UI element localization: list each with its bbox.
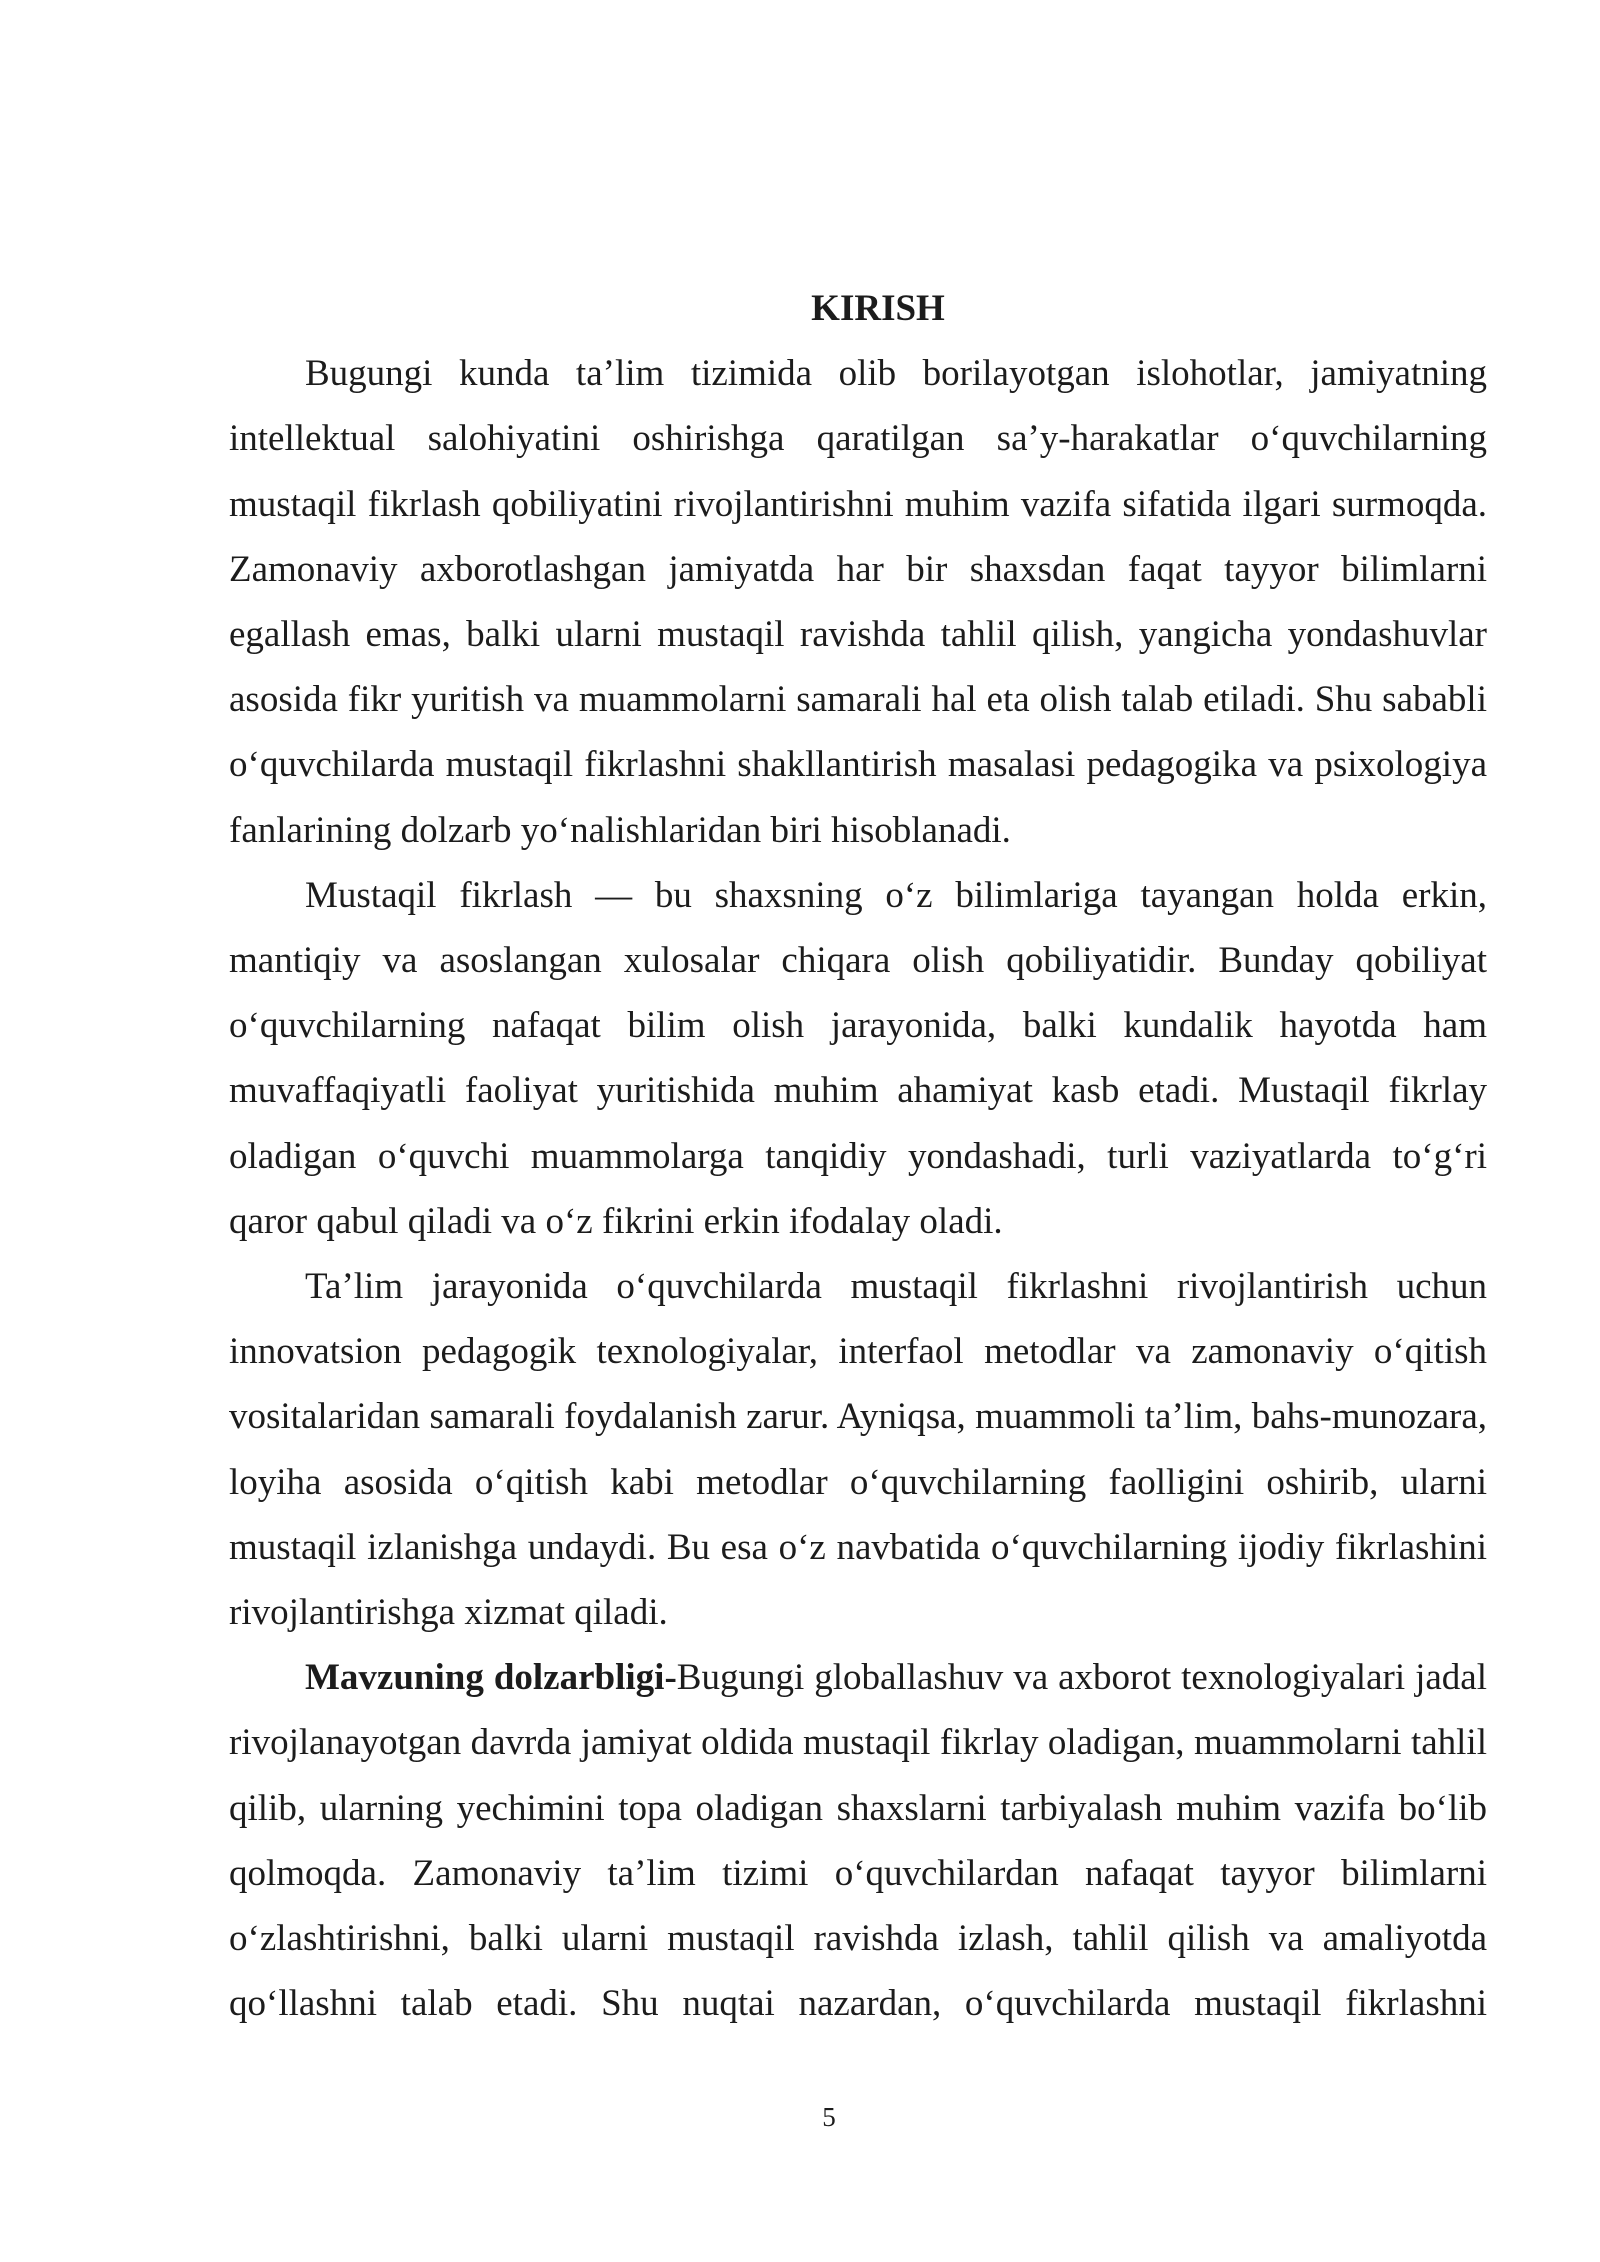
page-number: 5 (822, 2102, 836, 2132)
paragraph-4-text: Bugungi globallashuv va axborot texnologiyalari jadal rivojlanayotgan davrda jamiyat oldida mustaqil fikrlay oladigan, muammolarni tahlil qilib, ularning yechimini topa oladigan shaxslarni tarbiyalash muhim vazifa bo‘lib qolmoqda. Zamonaviy ta’lim tizimi o‘quvchilardan nafaqat tayyor bilimlarni o‘zlashtirishni, balki ularni mustaqil ravishda izlash, tahlil qilish va amaliyotda qo‘llashni talab etadi. Shu nuqtai nazardan, o‘quvchilarda mustaqil fikrlashni (229, 1657, 1487, 2025)
paragraph-3: Ta’lim jarayonida o‘quvchilarda mustaqil fikrlashni rivojlantirish uchun innovatsion pedagogik texnologiyalar, interfaol metodlar va zamonaviy o‘qitish vositalaridan samarali foydalanish zarur. Ayniqsa, muammoli ta’lim, bahs-munozara, loyiha asosida o‘qitish kabi metodlar o‘quvchilarning faolligini oshirib, ularni mustaqil izlanishga undaydi. Bu esa o‘z navbatida o‘quvchilarning ijodiy fikrlashini rivojlantirishga xizmat qiladi. (229, 1266, 1487, 1634)
paragraph-1: Bugungi kunda ta’lim tizimida olib borilayotgan islohotlar, jamiyatning intellektual salohiyatini oshirishga qaratilgan sa’y-harakatlar o‘quvchilarning mustaqil fikrlash qobiliyatini rivojlantirishni muhim vazifa sifatida ilgari surmoqda. Zamonaviy axborotlashgan jamiyatda har bir shaxsdan faqat tayyor bilimlarni egallash emas, balki ularni mustaqil ravishda tahlil qilish, yangicha yondashuvlar asosida fikr yuritish va muammolarni samarali hal eta olish talab etiladi. Shu sababli o‘quvchilarda mustaqil fikrlashni shakllantirish masalasi pedagogika va psixologiya fanlarining dolzarb yo‘nalishlaridan biri hisoblanadi. (229, 353, 1487, 851)
paragraph-4 (229, 1645, 1487, 2036)
document-body (229, 276, 1487, 2036)
section-title: KIRISH (811, 288, 945, 329)
paragraph-2: Mustaqil fikrlash — bu shaxsning o‘z bilimlariga tayangan holda erkin, mantiqiy va asoslangan xulosalar chiqara olish qobiliyatidir. Bunday qobiliyat o‘quvchilarning nafaqat bilim olish jarayonida, balki kundalik hayotda ham muvaffaqiyatli faoliyat yuritishida muhim ahamiyat kasb etadi. Mustaqil fikrlay oladigan o‘quvchi muammolarga tanqidiy yondashadi, turli vaziyatlarda to‘g‘ri qaror qabul qiladi va o‘z fikrini erkin ifodalay oladi. (229, 874, 1487, 1242)
paragraph-4-lead: Mavzuning dolzarbligi- (305, 1657, 677, 1699)
